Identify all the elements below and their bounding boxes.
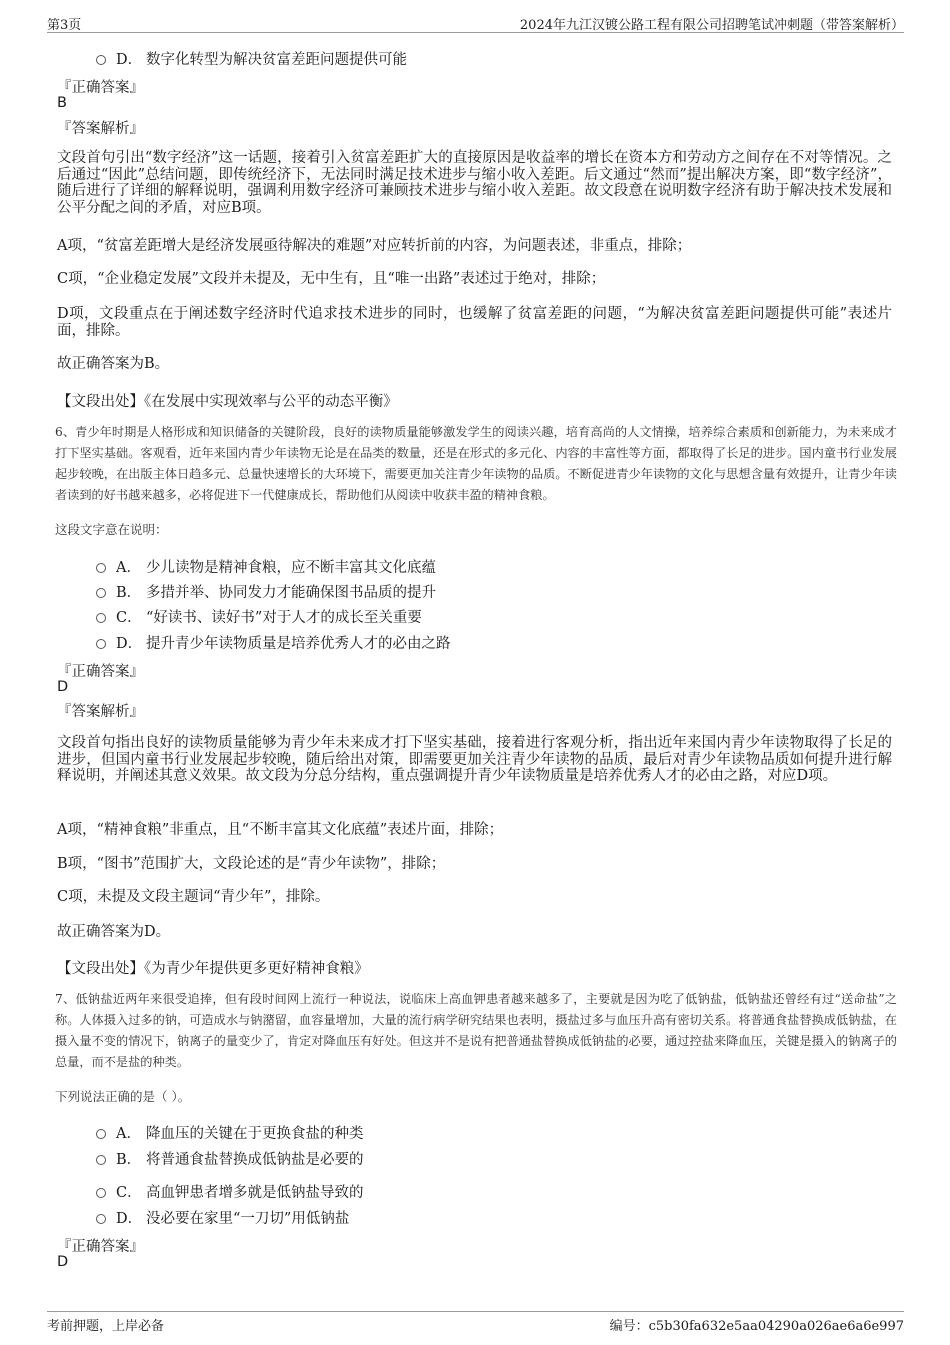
q6-option-b[interactable]: B． 多措并举、协同发力才能确保图书品质的提升 <box>96 581 436 602</box>
q7-answer: D <box>57 1254 69 1270</box>
document-id: 编号：c5b30fa632e5aa04290a026ae6a6e997 <box>609 1319 904 1334</box>
q6-conclusion: 故正确答案为D。 <box>57 924 171 940</box>
q5-c-explain: C项，“企业稳定发展”文段并未提及，无中生有，且“唯一出路”表述过于绝对，排除； <box>57 271 606 287</box>
q6-question: 6、青少年时期是人格形成和知识储备的关键阶段，良好的读物质量能够激发学生的阅读兴趣，培育高尚的人文情操，培养综合素质和创新能力，为未来成才打下坚实基础。客观看，近年来国内青少年读物无论是在品类的数量，还是在形式的多元化、内容的丰富性等方面，都取得了长足的进步。国内童书行业发展起步较晚，在出版主体日趋多元、总量快速增长的大环境下，需要更加关注青少年读物的品质。不断促进青少年读物的文化与思想含量有效提升，让青少年读者读到的好书越来越多，必将促进下一代健康成长，帮助他们从阅读中收获丰盈的精神食粮。 <box>55 425 897 502</box>
q7-option-c[interactable]: C． 高血钾患者增多就是低钠盐导致的 <box>96 1181 364 1202</box>
radio-icon[interactable] <box>96 1129 106 1139</box>
q7-option-b[interactable]: B． 将普通食盐替换成低钠盐是必要的 <box>96 1148 364 1169</box>
page-footer <box>47 1311 904 1336</box>
q6-a-explain: A项，“精神食粮”非重点，且“不断丰富其文化底蕴”表述片面，排除； <box>57 822 504 838</box>
q5-a-explain: A项，“贫富差距增大是经济发展亟待解决的难题”对应转折前的内容，为问题表述，非重点，排除； <box>57 238 692 254</box>
q6-option-c[interactable]: C． “好读书、读好书”对于人才的成长至关重要 <box>96 606 422 627</box>
radio-icon[interactable] <box>96 1155 106 1165</box>
document-title: 2024年九江汉镀公路工程有限公司招聘笔试冲刺题（带答案解析） <box>519 18 904 33</box>
radio-icon[interactable] <box>96 613 106 623</box>
q5-source: 【文段出处】《在发展中实现效率与公平的动态平衡》 <box>57 394 398 410</box>
q7-question: 7、低钠盐近两年来很受追捧，但有段时间网上流行一种说法，说临床上高血钾患者越来越多了，主要就是因为吃了低钠盐，低钠盐还曾经有过“送命盐”之称。人体摄入过多的钠，可造成水与钠潴留，血容量增加，大量的流行病学研究结果也表明，摄盐过多与血压升高有密切关系。将普通食盐替换成低钠盐，在摄入量不变的情况下，钠离子的量变少了，肯定对降血压有好处。但这并不是说有把普通盐替换成低钠盐的必要，通过控盐来降血压，关键是摄入的钠离子的总量，而不是盐的种类。 <box>55 992 897 1069</box>
radio-icon[interactable] <box>96 1188 106 1198</box>
q6-answer-label: 『正确答案』 <box>57 664 144 680</box>
q6-analysis: 文段首句指出良好的读物质量能够为青少年未来成才打下坚实基础，接着进行客观分析，指出近年来国内青少年读物取得了长足的进步，但国内童书行业发展起步较晚，随后给出对策，即需要更加关注青少年读物的品质，最后对青少年读物品质如何提升进行解释说明，并阐述其意义效果。故文段为分总分结构，重点强调提升青少年读物质量是培养优秀人才的必由之路，对应D项。 <box>57 735 892 784</box>
q6-stem: 这段文字意在说明： <box>55 522 168 537</box>
q6-source: 【文段出处】《为青少年提供更多更好精神食粮》 <box>57 961 369 977</box>
page-number: 第3页 <box>47 18 82 33</box>
q5-analysis: 文段首句引出“数字经济”这一话题，接着引入贫富差距扩大的直接原因是收益率的增长在资本方和劳动方之间存在不对等情况。之后通过“因此”总结问题，即传统经济下，无法同时满足技术进步与缩小收入差距。后文通过“然而”提出解决方案，即“数字经济”，随后进行了详细的解释说明，强调利用数字经济可兼顾技术进步与缩小收入差距。故文段意在说明数字经济有助于解决技术发展和公平分配之间的矛盾，对应B项。 <box>57 150 892 216</box>
q7-answer-label: 『正确答案』 <box>57 1239 144 1255</box>
q6-b-explain: B项，“图书”范围扩大，文段论述的是“青少年读物”，排除； <box>57 856 446 872</box>
q6-c-explain: C项，未提及文段主题词“青少年”，排除。 <box>57 889 330 905</box>
radio-icon[interactable] <box>96 55 106 65</box>
radio-icon[interactable] <box>96 1214 106 1224</box>
radio-icon[interactable] <box>96 639 106 649</box>
q7-option-d[interactable]: D． 没必要在家里“一刀切”用低钠盐 <box>96 1207 349 1228</box>
page-header <box>47 12 904 33</box>
q6-option-d[interactable]: D． 提升青少年读物质量是培养优秀人才的必由之路 <box>96 632 451 653</box>
radio-icon[interactable] <box>96 563 106 573</box>
q7-stem: 下列说法正确的是（ ）。 <box>55 1089 191 1104</box>
q5-answer: B <box>57 95 67 111</box>
q5-analysis-label: 『答案解析』 <box>57 121 144 137</box>
q6-answer: D <box>57 679 69 695</box>
q5-answer-label: 『正确答案』 <box>57 80 144 96</box>
q5-conclusion: 故正确答案为B。 <box>57 356 170 372</box>
q6-option-a[interactable]: A． 少儿读物是精神食粮，应不断丰富其文化底蕴 <box>96 556 436 577</box>
radio-icon[interactable] <box>96 588 106 598</box>
q5-option-d[interactable]: D． 数字化转型为解决贫富差距问题提供可能 <box>96 48 407 69</box>
q5-d-explain: D项，文段重点在于阐述数字经济时代追求技术进步的同时，也缓解了贫富差距的问题，“为解决贫富差距问题提供可能”表述片面，排除。 <box>57 306 892 339</box>
q6-analysis-label: 『答案解析』 <box>57 704 144 720</box>
footer-slogan: 考前押题，上岸必备 <box>47 1319 165 1334</box>
q7-option-a[interactable]: A． 降血压的关键在于更换食盐的种类 <box>96 1122 364 1143</box>
